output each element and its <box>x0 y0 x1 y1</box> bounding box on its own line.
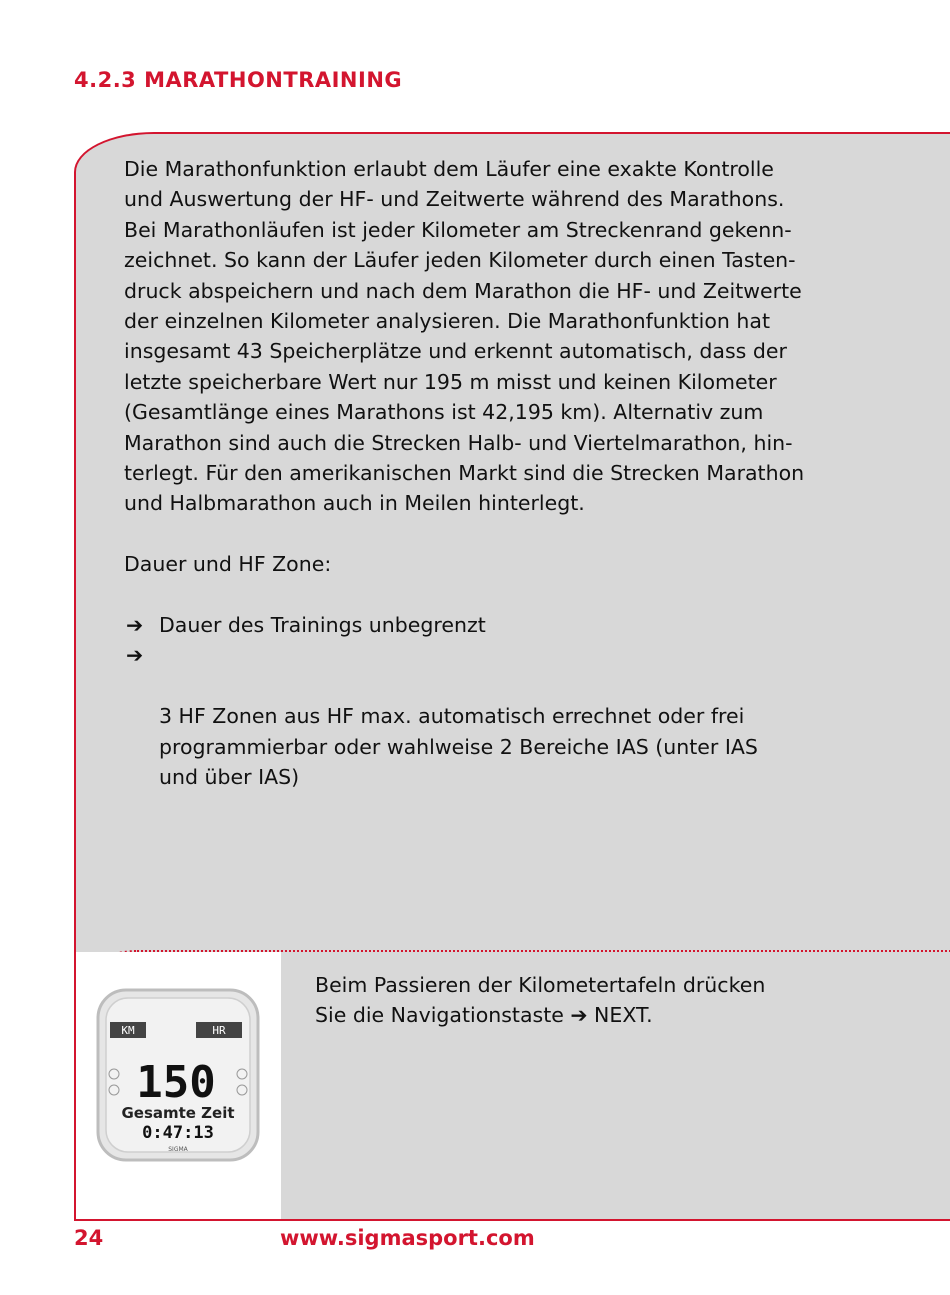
device-brand: SIGMA <box>168 1146 188 1153</box>
list-item-text: Dauer des Trainings unbegrenzt <box>159 613 486 638</box>
caption-text: Beim Passieren der Kilometertafeln drücken Sie die Navigationstaste ➔ NEXT. <box>315 973 766 1028</box>
zone-label: Dauer und HF Zone: <box>124 552 332 577</box>
main-value: 150 <box>136 1057 216 1108</box>
list-item <box>124 640 844 792</box>
page-number: 24 <box>74 1226 104 1250</box>
main-text <box>124 154 844 793</box>
arrow-icon: ➔ <box>126 643 144 668</box>
list-item-text: 3 HF Zonen aus HF max. automatisch errechnet oder frei programmierbar oder wahlweise 2 Bereiche IAS (unter IAS und über IAS) <box>159 704 758 790</box>
intro-paragraph: Die Marathonfunktion erlaubt dem Läufer eine exakte Kontrolle und Auswertung der HF- und Zeitwerte während des Marathons. Bei Marathonläufen ist jeder Kilometer am Streckenrand gekenn- zeichnet. So kann der Läufer jeden Kilometer durch einen Tasten- druck abspeichern und nach dem Marathon die HF- und Zeitwerte der einzelnen Kilometer analysieren. Die Marathonfunktion hat insgesamt 43 Speicherplätze und erkennt automatisch, dass der letzte speicherbare Wert nur 195 m misst und keinen Kilometer (Gesamtlänge eines Marathons ist 42,195 km). Alternativ zum Marathon sind auch die Strecken Halb- und Viertelmarathon, hin- terlegt. Für den amerikanischen Markt sind die Strecken Marathon und Halbmarathon auch in Meilen hinterlegt. <box>124 157 805 516</box>
feature-list <box>124 610 844 792</box>
right-badge: HR <box>212 1024 226 1037</box>
list-item <box>124 610 844 640</box>
footer-url[interactable]: www.sigmasport.com <box>280 1226 535 1250</box>
watch-display-image <box>76 952 281 1219</box>
device-time: 0:47:13 <box>142 1123 214 1143</box>
device-illustration <box>76 952 281 1219</box>
device-label: Gesamte Zeit <box>121 1104 235 1122</box>
left-badge: KM <box>121 1024 135 1037</box>
arrow-icon: ➔ <box>126 613 144 638</box>
section-heading: 4.2.3 MARATHONTRAINING <box>74 68 403 92</box>
